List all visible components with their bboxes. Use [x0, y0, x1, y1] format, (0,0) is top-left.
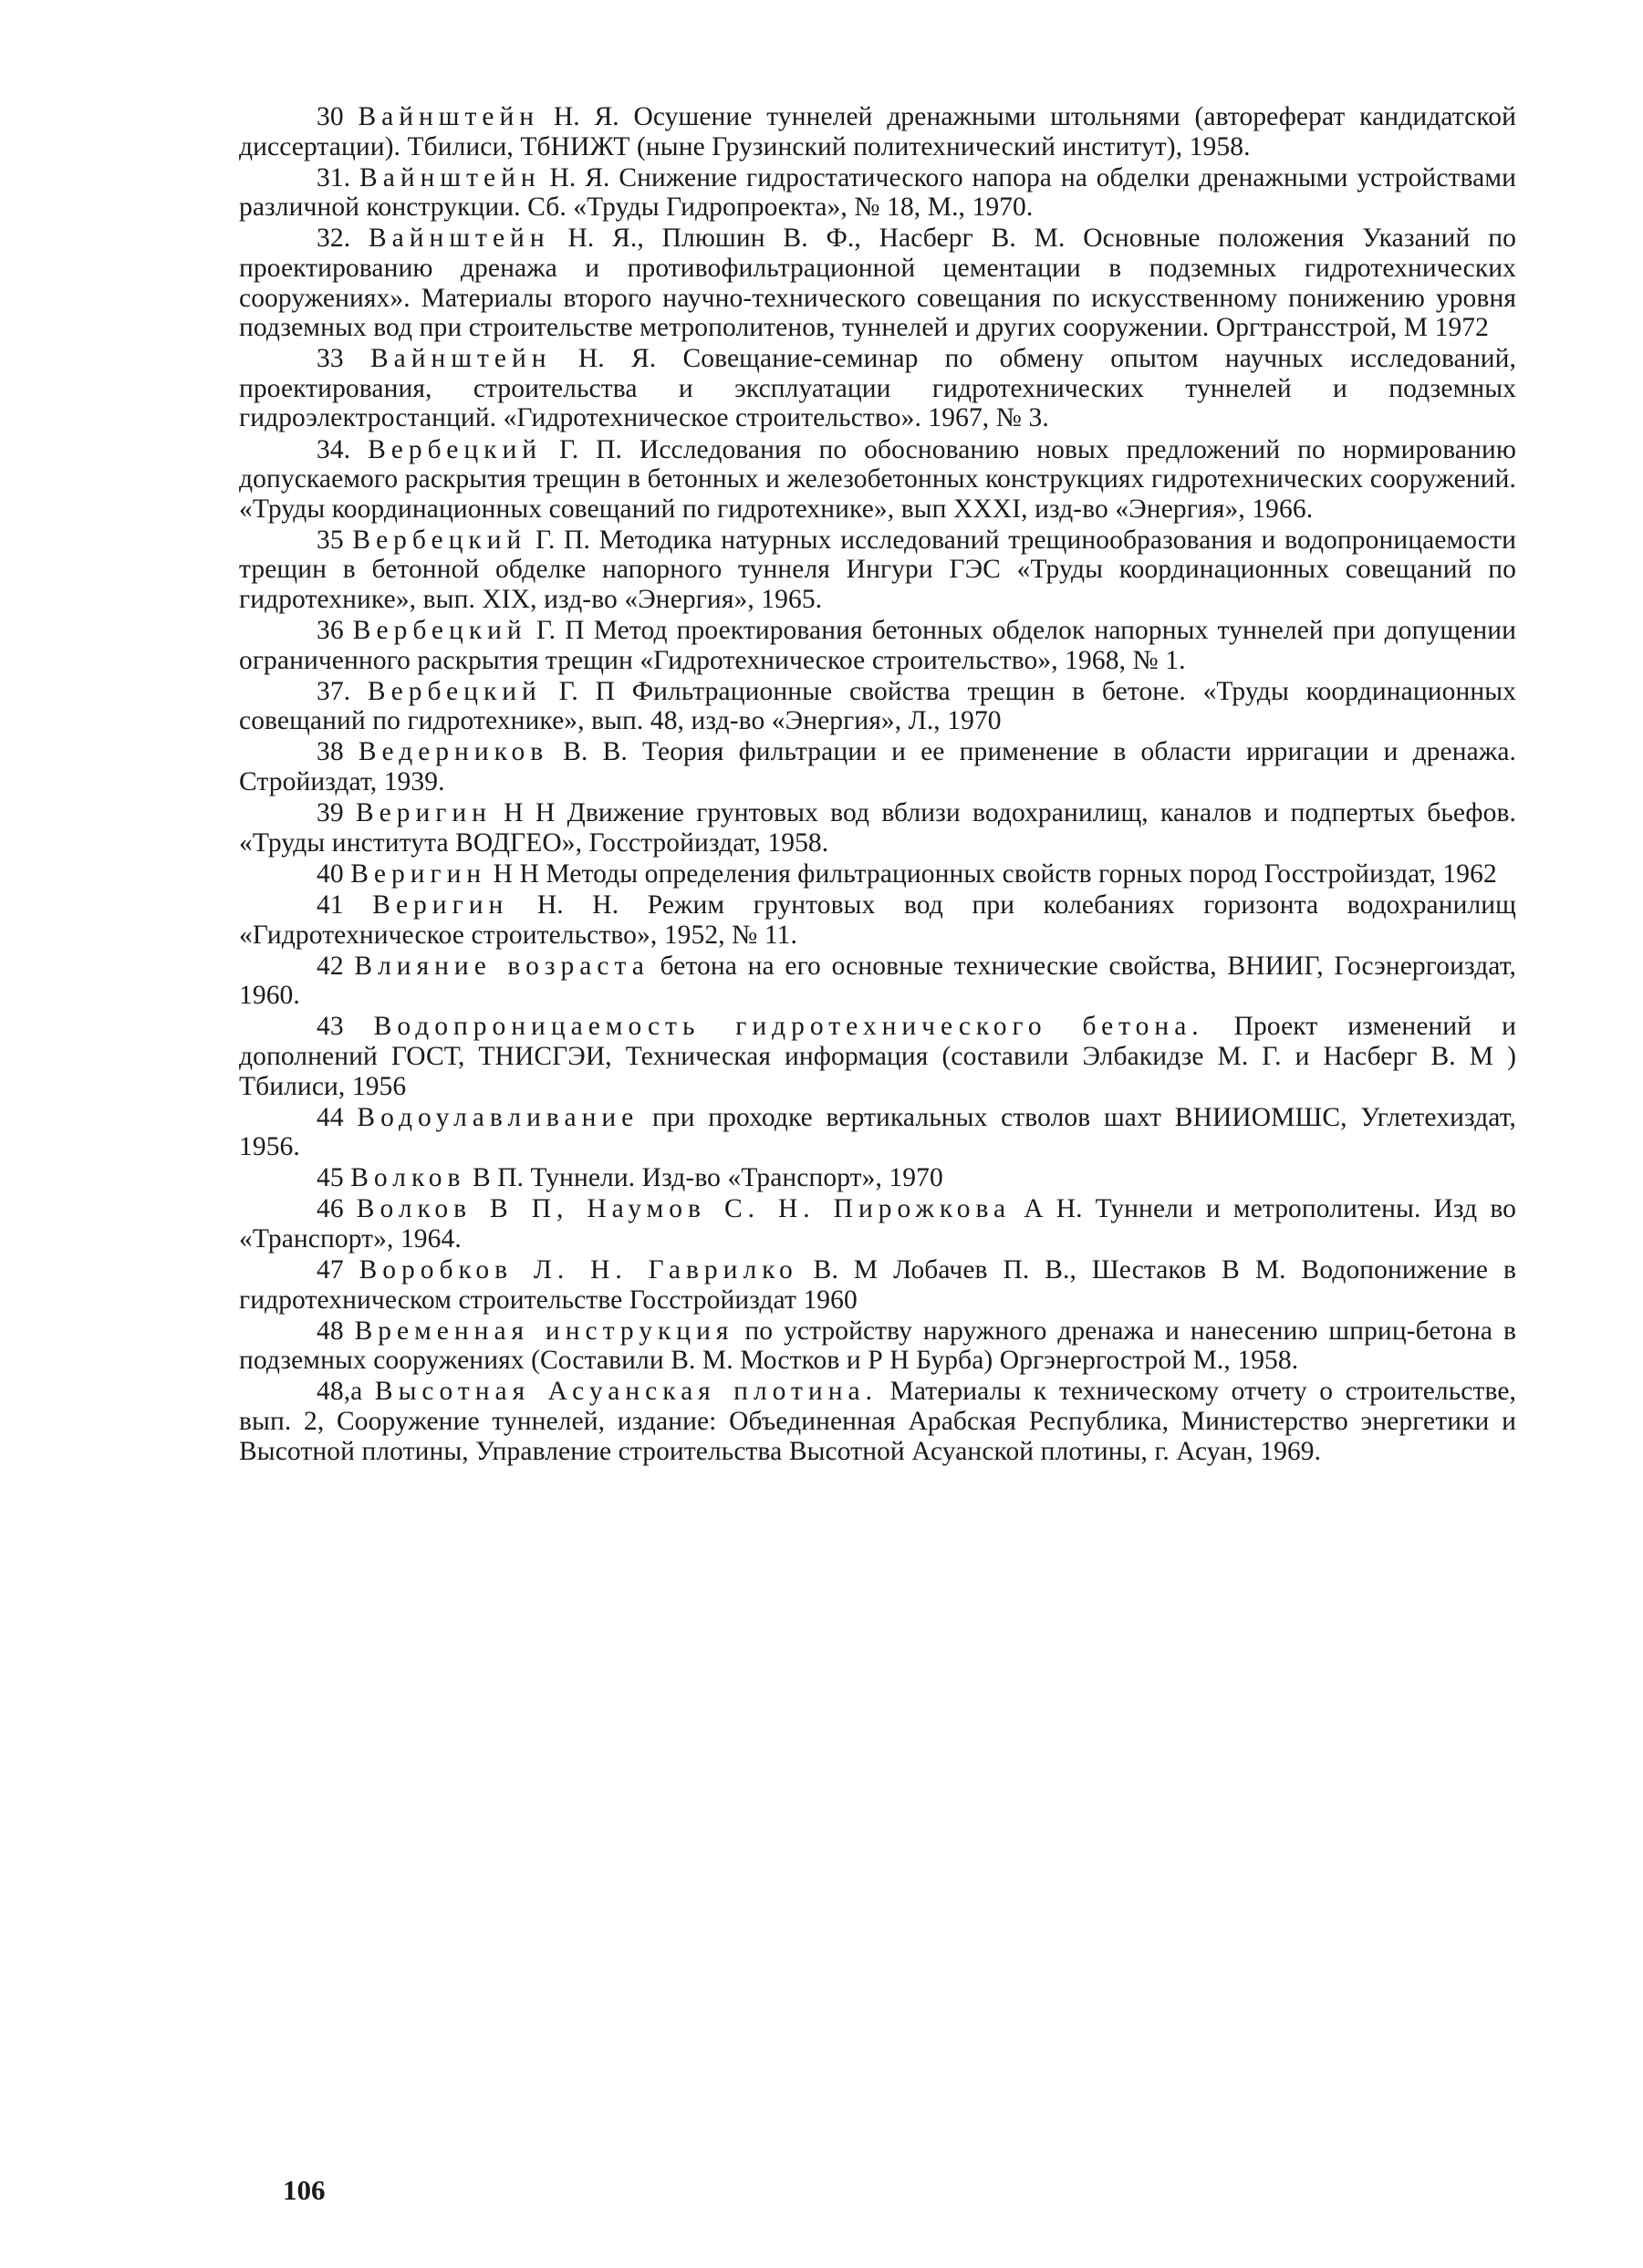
reference-entry	[239, 1103, 1516, 1162]
reference-number: 35	[317, 525, 344, 555]
reference-number: 47	[317, 1255, 344, 1285]
reference-number: 39	[317, 798, 344, 828]
reference-text: Н. Я. Совещание-семинар по обмену опытом научных исследований, проектирования, строительства и эксплуатации гидротехнических туннелей и подземных гидроэлектростанций. «Гидротехническое строительство». 1967, № 3.	[239, 344, 1516, 433]
reference-author: Веригин	[372, 890, 509, 920]
reference-author: Вайнштейн	[358, 102, 540, 131]
reference-text: по устройству наружного дренажа и нанесению шприц-бетона в подземных сооружениях (Составили В. М. Мостков и Р Н Бурба) Оргэнергострой М., 1958.	[239, 1316, 1517, 1376]
reference-text: Г. П Метод проектирования бетонных обделок напорных туннелей при допущении ограниченного раскрытия трещин «Гидротехническое строительство», 1968, № 1.	[239, 616, 1516, 675]
page-number: 106	[283, 2174, 326, 2206]
reference-text: Н. Я. Снижение гидростатического напора на обделки дренажными устройствами различной конструкции. Сб. «Труды Гидропроекта», № 18, М., 1970.	[239, 162, 1516, 223]
reference-entry	[239, 952, 1516, 1011]
reference-number: 41	[317, 890, 344, 920]
reference-number: 40	[317, 858, 344, 889]
reference-number: 48	[317, 1316, 344, 1346]
reference-author: Водоулавливание	[357, 1102, 640, 1132]
reference-entry	[239, 1012, 1516, 1101]
reference-number: 46	[317, 1194, 344, 1224]
reference-text: В. В. Теория фильтрации и ее применение в области ирригации и дренажа. Стройиздат, 1939.	[239, 737, 1516, 797]
reference-author: Вербецкий	[368, 434, 543, 464]
reference-number: 33	[317, 344, 344, 374]
reference-text: В. М Лобачев П. В., Шестаков В М. Водопонижение в гидротехническом строительстве Госстройиздат 1960	[239, 1255, 1516, 1315]
reference-entry	[239, 344, 1516, 433]
reference-text: при проходке вертикальных стволов шахт ВНИИОМШС, Углетехиздат, 1956.	[239, 1102, 1516, 1162]
reference-author: Ведерников	[358, 737, 549, 767]
reference-text: Г. П. Методика натурных исследований трещинообразования и водопроницаемости трещин в бетонной обделке напорного туннеля Ингури ГЭС «Труды координационных совещаний по гидротехнике», вып. XIX, изд-во «Энергия», 1965.	[239, 525, 1516, 614]
reference-entry	[239, 890, 1516, 950]
reference-author: Вербецкий	[367, 676, 542, 706]
reference-entry	[239, 616, 1516, 675]
reference-author: Вербецкий	[352, 616, 527, 646]
reference-author: Веригин	[355, 798, 492, 828]
reference-author: Волков	[350, 1163, 466, 1193]
reference-author: Влияние возраста	[354, 951, 650, 981]
reference-entry	[239, 224, 1516, 342]
reference-number: 48,a	[317, 1377, 363, 1407]
reference-number: 43	[317, 1012, 344, 1042]
reference-entry	[239, 163, 1516, 223]
reference-text: Н. Я. Осушение туннелей дренажными штольнями (автореферат кандидатской диссертации). Тбилиси, ТбНИЖТ (ныне Грузинский политехнический институт), 1958.	[239, 102, 1516, 161]
reference-author: Вербецкий	[352, 525, 527, 555]
reference-text: Н Н Движение грунтовых вод вблизи водохранилищ, каналов и подпертых бьефов. «Труды института ВОДГЕО», Госстройиздат, 1958.	[239, 798, 1517, 858]
reference-text: Г. П Фильтрационные свойства трещин в бетоне. «Труды координационных совещаний по гидротехнике», вып. 48, изд-во «Энергия», Л., 1970	[239, 676, 1516, 736]
reference-number: 37.	[317, 676, 351, 706]
reference-number: 36	[317, 616, 344, 646]
reference-text: бетона на его основные технические свойства, ВНИИГ, Госэнергоиздат, 1960.	[239, 951, 1516, 1011]
reference-entry	[239, 435, 1516, 525]
reference-author: Воробков Л. Н. Гаврилко	[359, 1255, 798, 1285]
reference-text: Н. Н. Режим грунтовых вод при колебаниях горизонта водохранилищ «Гидротехническое строительство», 1952, № 11.	[239, 890, 1516, 950]
reference-entry	[239, 798, 1516, 858]
reference-text: Г. П. Исследования по обоснованию новых предложений по нормированию допускаемого раскрытия трещин в бетонных и железобетонных конструкциях гидротехнических сооружений. «Труды координационных совещаний по гидротехнике», вып XXXI, изд-во «Энергия», 1966.	[239, 434, 1516, 524]
reference-number: 38	[317, 737, 344, 767]
reference-author: Водопроницаемость гидротехнического бетона.	[373, 1012, 1204, 1042]
reference-number: 30	[317, 102, 344, 131]
reference-number: 42	[317, 951, 344, 981]
reference-author: Вайнштейн	[359, 162, 541, 192]
reference-entry	[239, 102, 1516, 161]
reference-text: А Н. Туннели и метрополитены. Изд во «Транспорт», 1964.	[239, 1194, 1517, 1254]
reference-text: Проект изменений и дополнений ГОСТ, ТНИСГЭИ, Техническая информация (составили Элбакидзе М. Г. и Насберг В. М ) Тбилиси, 1956	[239, 1012, 1516, 1101]
reference-entry	[239, 525, 1516, 615]
reference-author: Вайнштейн	[369, 344, 552, 374]
reference-text: Н Н Методы определения фильтрационных свойств горных пород Госстройиздат, 1962	[493, 858, 1497, 889]
reference-entry	[239, 1255, 1516, 1315]
reference-entry	[239, 737, 1516, 796]
reference-entry	[239, 1194, 1516, 1254]
reference-number: 34.	[317, 434, 351, 464]
reference-author: Веригин	[350, 858, 487, 889]
reference-entry	[239, 1163, 1516, 1193]
reference-number: 31.	[317, 162, 351, 192]
reference-entry	[239, 1377, 1516, 1466]
reference-number: 32.	[317, 224, 351, 254]
reference-entry	[239, 1316, 1516, 1376]
reference-text: Н. Я., Плюшин В. Ф., Насберг В. М. Основные положения Указаний по проектированию дренажа и противофильтрационной цементации в подземных гидротехнических сооружениях». Материалы второго научно-технического совещания по искусственному понижению уровня подземных вод при строительстве метрополитенов, туннелей и других сооружении. Оргтрансстрой, М 1972	[239, 224, 1516, 343]
reference-author: Временная инструкция	[354, 1316, 734, 1346]
bibliography-list	[239, 102, 1516, 1468]
reference-author: Вайнштейн	[369, 224, 550, 254]
reference-number: 45	[317, 1163, 344, 1193]
reference-text: Материалы к техническому отчету о строительстве, вып. 2, Сооружение туннелей, издание: Объединенная Арабская Республика, Министерство энергетики и Высотной плотины, Управление строительства Высотной Асуанской плотины, г. Асуан, 1969.	[239, 1377, 1516, 1466]
reference-text: В П. Туннели. Изд-во «Транспорт», 1970	[472, 1163, 943, 1193]
reference-author: Высотная Асуанская плотина.	[374, 1377, 878, 1407]
reference-entry	[239, 859, 1516, 890]
reference-entry	[239, 677, 1516, 736]
reference-author: Волков В П, Наумов С. Н. Пирожкова	[356, 1194, 1012, 1224]
reference-number: 44	[317, 1102, 344, 1132]
